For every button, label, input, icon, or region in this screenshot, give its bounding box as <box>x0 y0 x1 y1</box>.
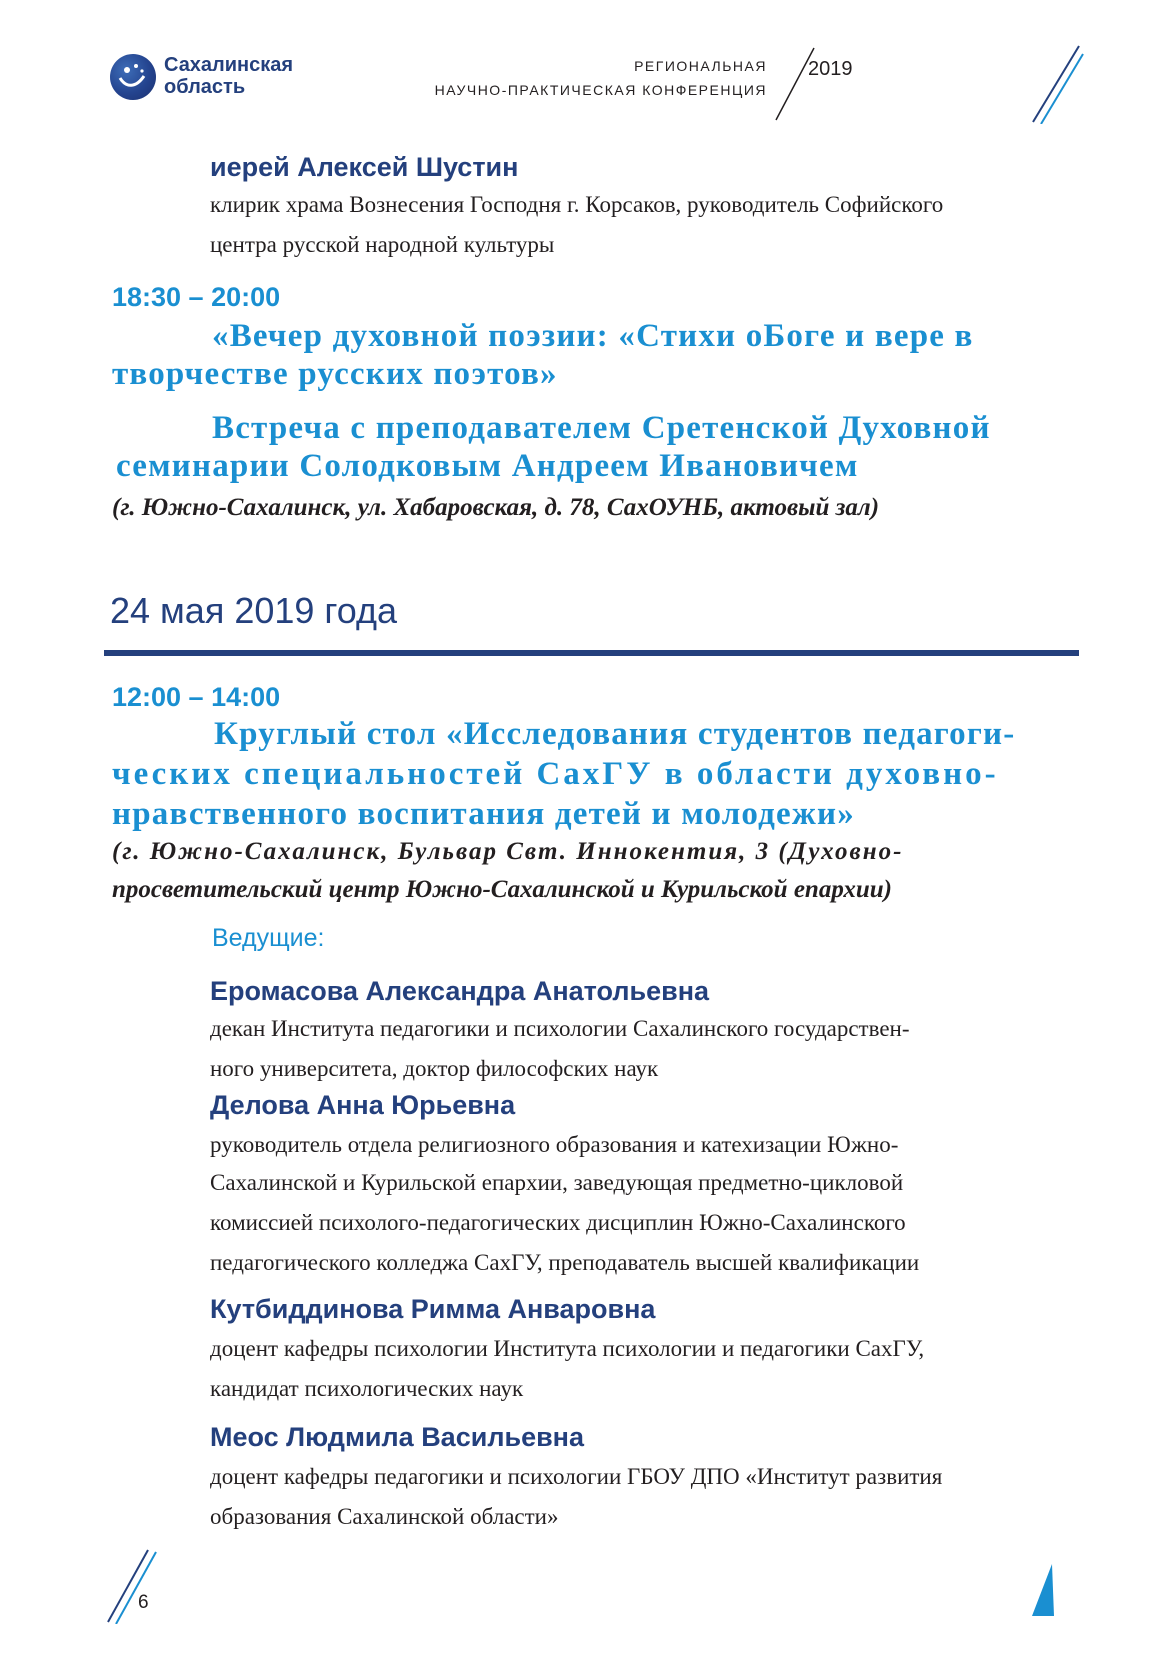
event1-meeting-line-2: семинарии Солодковым Андреем Ивановичем <box>116 448 859 484</box>
event2-address-line-1: (г. Южно-Сахалинск, Бульвар Свт. Иннокентия, 3 (Духовно- <box>112 838 904 865</box>
corner-decor-top <box>1025 44 1085 124</box>
host-name: Еромасова Александра Анатольевна <box>210 976 710 1006</box>
event1-meeting-line-1: Встреча с преподавателем Сретенской Духовной <box>212 410 991 446</box>
host-desc-line: педагогического колледжа СахГУ, преподаватель высшей квалификации <box>210 1250 920 1275</box>
host-desc-line: образования Сахалинской области» <box>210 1504 559 1529</box>
event1-time: 18:30 – 20:00 <box>112 282 281 312</box>
event2-title-line-2: ческих специальностей СахГУ в области духовно- <box>112 756 999 792</box>
region-logo-text <box>164 54 293 98</box>
host-desc-line: кандидат психологических наук <box>210 1376 524 1401</box>
host-desc-line: доцент кафедры педагогики и психологии ГБОУ ДПО «Институт развития <box>210 1464 943 1489</box>
host-desc-line: Сахалинской и Курильской епархии, заведующая предметно-цикловой <box>210 1170 904 1195</box>
hosts-label: Ведущие: <box>212 924 325 952</box>
event2-title-line-3: нравственного воспитания детей и молодежи» <box>112 796 855 832</box>
speaker-desc-line-2: центра русской народной культуры <box>210 232 555 257</box>
host-name: Кутбиддинова Римма Анваровна <box>210 1294 656 1324</box>
speaker-desc-line-1: клирик храма Вознесения Господня г. Корсаков, руководитель Софийского <box>210 192 944 217</box>
day-date-heading: 24 мая 2019 года <box>110 590 397 631</box>
host-name: Меос Людмила Васильевна <box>210 1422 585 1452</box>
event2-title-line-1: Круглый стол «Исследования студентов педагоги- <box>214 716 1016 752</box>
conference-title-line-1: РЕГИОНАЛЬНАЯ <box>634 58 767 74</box>
region-logo-emblem <box>110 54 156 100</box>
host-desc-line: декан Института педагогики и психологии Сахалинского государствен- <box>210 1016 910 1041</box>
wave-icon <box>110 54 156 100</box>
corner-decor-bottom-right <box>1030 1562 1056 1618</box>
host-desc-line: руководитель отдела религиозного образования и катехизации Южно- <box>210 1132 899 1157</box>
section-divider <box>104 650 1079 656</box>
host-desc-line: доцент кафедры психологии Института психологии и педагогики СахГУ, <box>210 1336 925 1361</box>
event1-address: (г. Южно-Сахалинск, ул. Хабаровская, д. 78, СахОУНБ, актовый зал) <box>112 494 880 521</box>
corner-decor-bottom-left <box>100 1548 160 1624</box>
event2-address-line-2: просветительский центр Южно-Сахалинской и Курильской епархии) <box>112 876 892 903</box>
event2-time: 12:00 – 14:00 <box>112 682 281 712</box>
host-desc-line: комиссией психолого-педагогических дисциплин Южно-Сахалинского <box>210 1210 906 1235</box>
conference-year: 2019 <box>808 58 853 80</box>
page-number: 6 <box>138 1592 149 1613</box>
logo-line-1: Сахалинская <box>164 54 294 76</box>
header-slash-divider <box>770 46 820 122</box>
event1-title-line-2: творчестве русских поэтов» <box>112 356 558 392</box>
speaker-name: иерей Алексей Шустин <box>210 152 519 182</box>
event1-title-line-1: «Вечер духовной поэзии: «Стихи оБоге и вере в <box>212 318 974 354</box>
conference-title-line-2: НАУЧНО-ПРАКТИЧЕСКАЯ КОНФЕРЕНЦИЯ <box>434 82 767 98</box>
logo-line-2: область <box>164 76 246 98</box>
host-name: Делова Анна Юрьевна <box>210 1090 516 1120</box>
host-desc-line: ного университета, доктор философских наук <box>210 1056 659 1081</box>
